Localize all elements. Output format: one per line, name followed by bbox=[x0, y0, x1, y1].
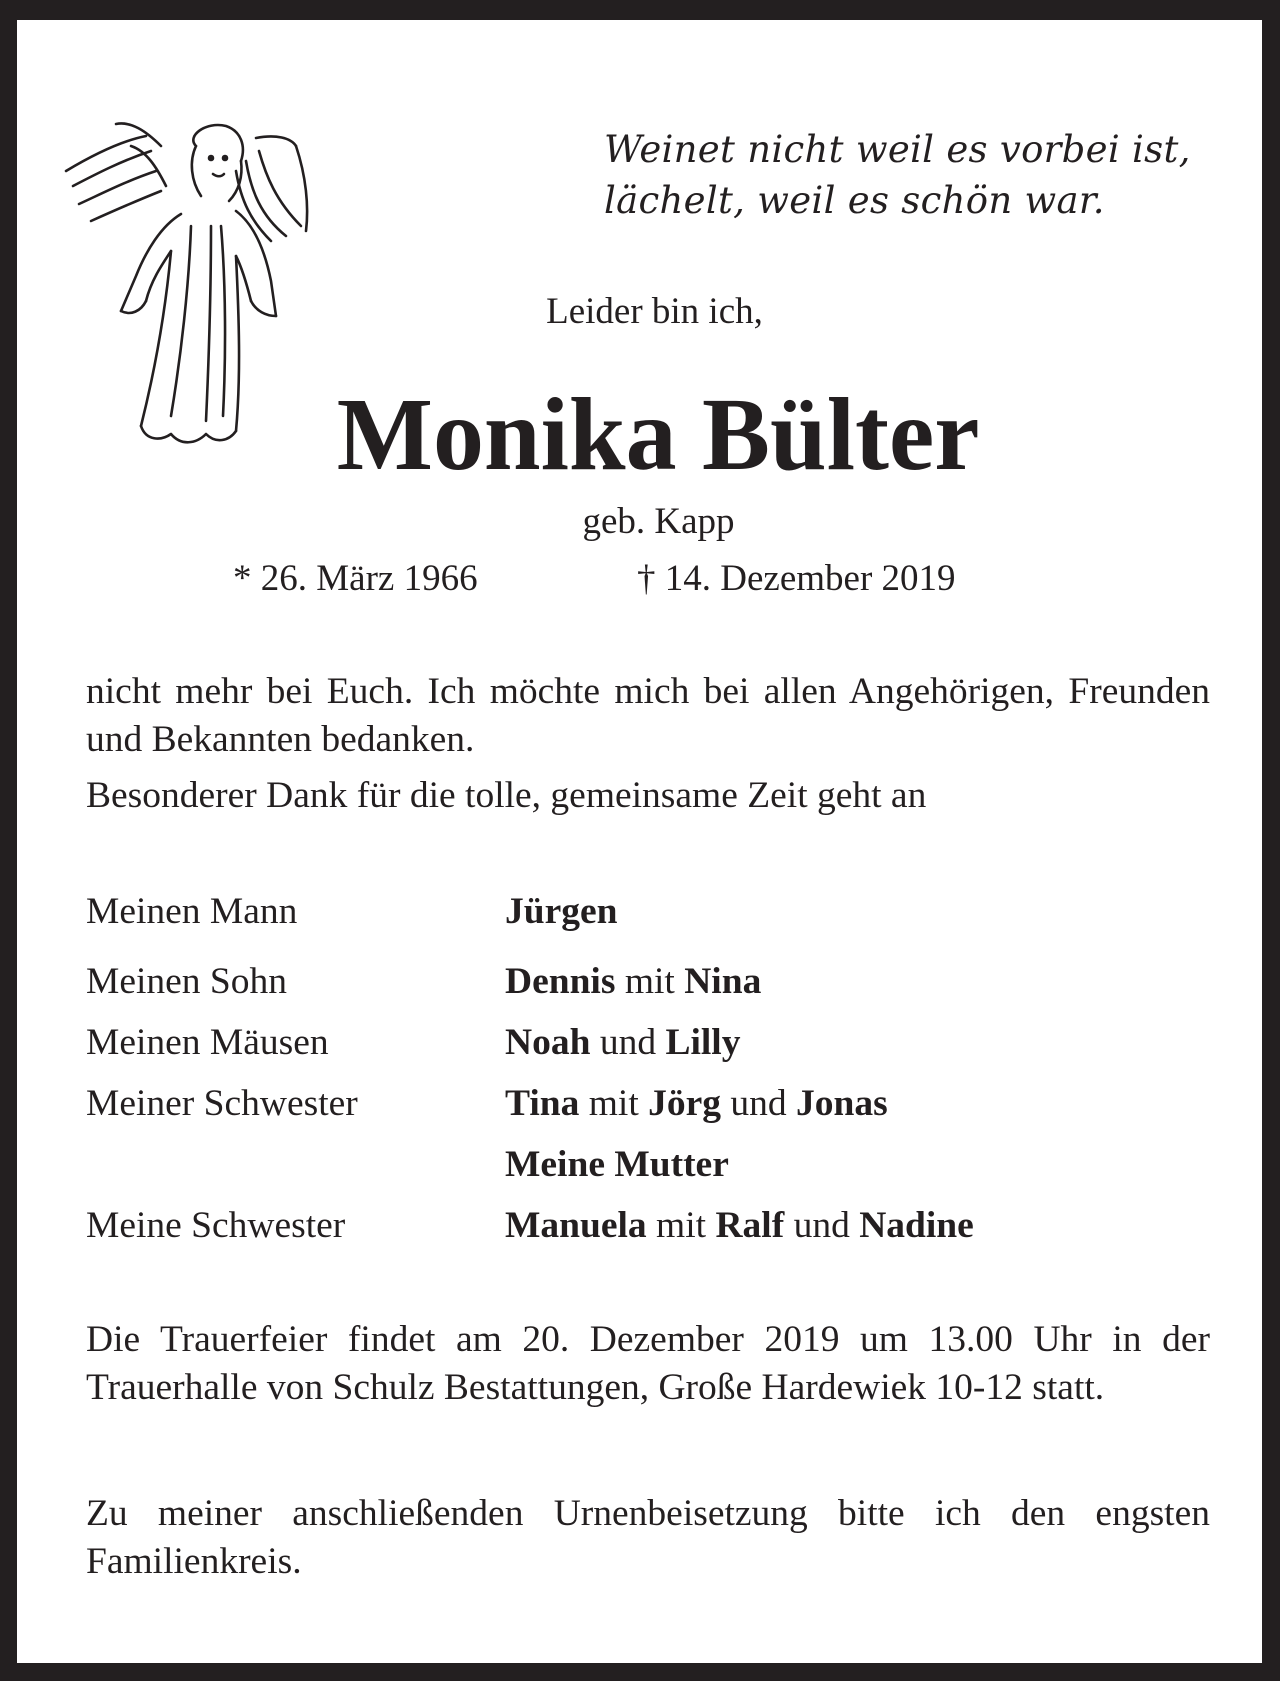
connector-text: mit bbox=[646, 1205, 716, 1246]
family-member-name: Lilly bbox=[665, 1022, 741, 1063]
family-member-names bbox=[505, 890, 618, 933]
family-member-name: Jörg bbox=[648, 1083, 722, 1124]
family-relation-label: Meinen Mäusen bbox=[86, 1022, 329, 1063]
connector-text: und bbox=[721, 1083, 797, 1124]
family-member-name: Tina bbox=[505, 1083, 580, 1124]
funeral-paragraph bbox=[86, 1316, 1210, 1412]
special-thanks-paragraph bbox=[86, 772, 1210, 820]
family-member-names bbox=[505, 1082, 888, 1125]
family-member-names bbox=[505, 1143, 729, 1186]
intro-text: Leider bin ich, bbox=[546, 291, 763, 332]
family-relation-label: Meinen Mann bbox=[86, 891, 298, 932]
thanks-text: nicht mehr bei Euch. Ich möchte mich bei allen Angehörigen, Freunden und Bekannten bedanken. bbox=[86, 671, 1210, 760]
quote-line-1: Weinet nicht weil es vorbei ist, bbox=[604, 128, 1191, 171]
connector-text: und bbox=[590, 1022, 666, 1063]
maiden-name: geb. Kapp bbox=[582, 501, 735, 542]
family-member-names bbox=[505, 1204, 974, 1247]
family-member-names bbox=[505, 1021, 740, 1064]
family-member-name: Noah bbox=[505, 1022, 591, 1063]
family-relation-label: Meinen Sohn bbox=[86, 961, 288, 1002]
deceased-name: Monika Bülter bbox=[336, 377, 980, 492]
obituary-notice bbox=[17, 20, 1262, 1663]
connector-text: mit bbox=[579, 1083, 649, 1124]
family-member-name: Nadine bbox=[859, 1205, 974, 1246]
family-relation-label: Meine Schwester bbox=[86, 1205, 346, 1246]
family-member-name: Nina bbox=[684, 961, 762, 1002]
family-member-name: Jonas bbox=[796, 1083, 888, 1124]
family-member-names bbox=[505, 960, 761, 1003]
family-member-name: Jürgen bbox=[505, 891, 618, 932]
family-member-name: Manuela bbox=[505, 1205, 647, 1246]
urn-paragraph bbox=[86, 1490, 1210, 1586]
birth-date: * 26. März 1966 bbox=[233, 558, 478, 599]
quote bbox=[604, 124, 1191, 226]
death-date: † 14. Dezember 2019 bbox=[637, 558, 956, 599]
urn-text: Zu meiner anschließenden Urnenbeisetzung bitte ich den engsten Familienkreis. bbox=[86, 1493, 1210, 1582]
connector-text: und bbox=[784, 1205, 860, 1246]
family-member-name: Meine Mutter bbox=[505, 1144, 729, 1185]
quote-line-2: lächelt, weil es schön war. bbox=[604, 179, 1105, 222]
connector-text: mit bbox=[615, 961, 685, 1002]
family-member-name: Ralf bbox=[715, 1205, 785, 1246]
thanks-paragraph bbox=[86, 668, 1210, 764]
family-relation-label: Meiner Schwester bbox=[86, 1083, 358, 1124]
family-member-name: Dennis bbox=[505, 961, 616, 1002]
funeral-text: Die Trauerfeier findet am 20. Dezember 2019 um 13.00 Uhr in der Trauerhalle von Schulz Bestattungen, Große Hardewiek 10-12 statt. bbox=[86, 1319, 1210, 1408]
special-thanks-text: Besonderer Dank für die tolle, gemeinsame Zeit geht an bbox=[86, 775, 927, 816]
